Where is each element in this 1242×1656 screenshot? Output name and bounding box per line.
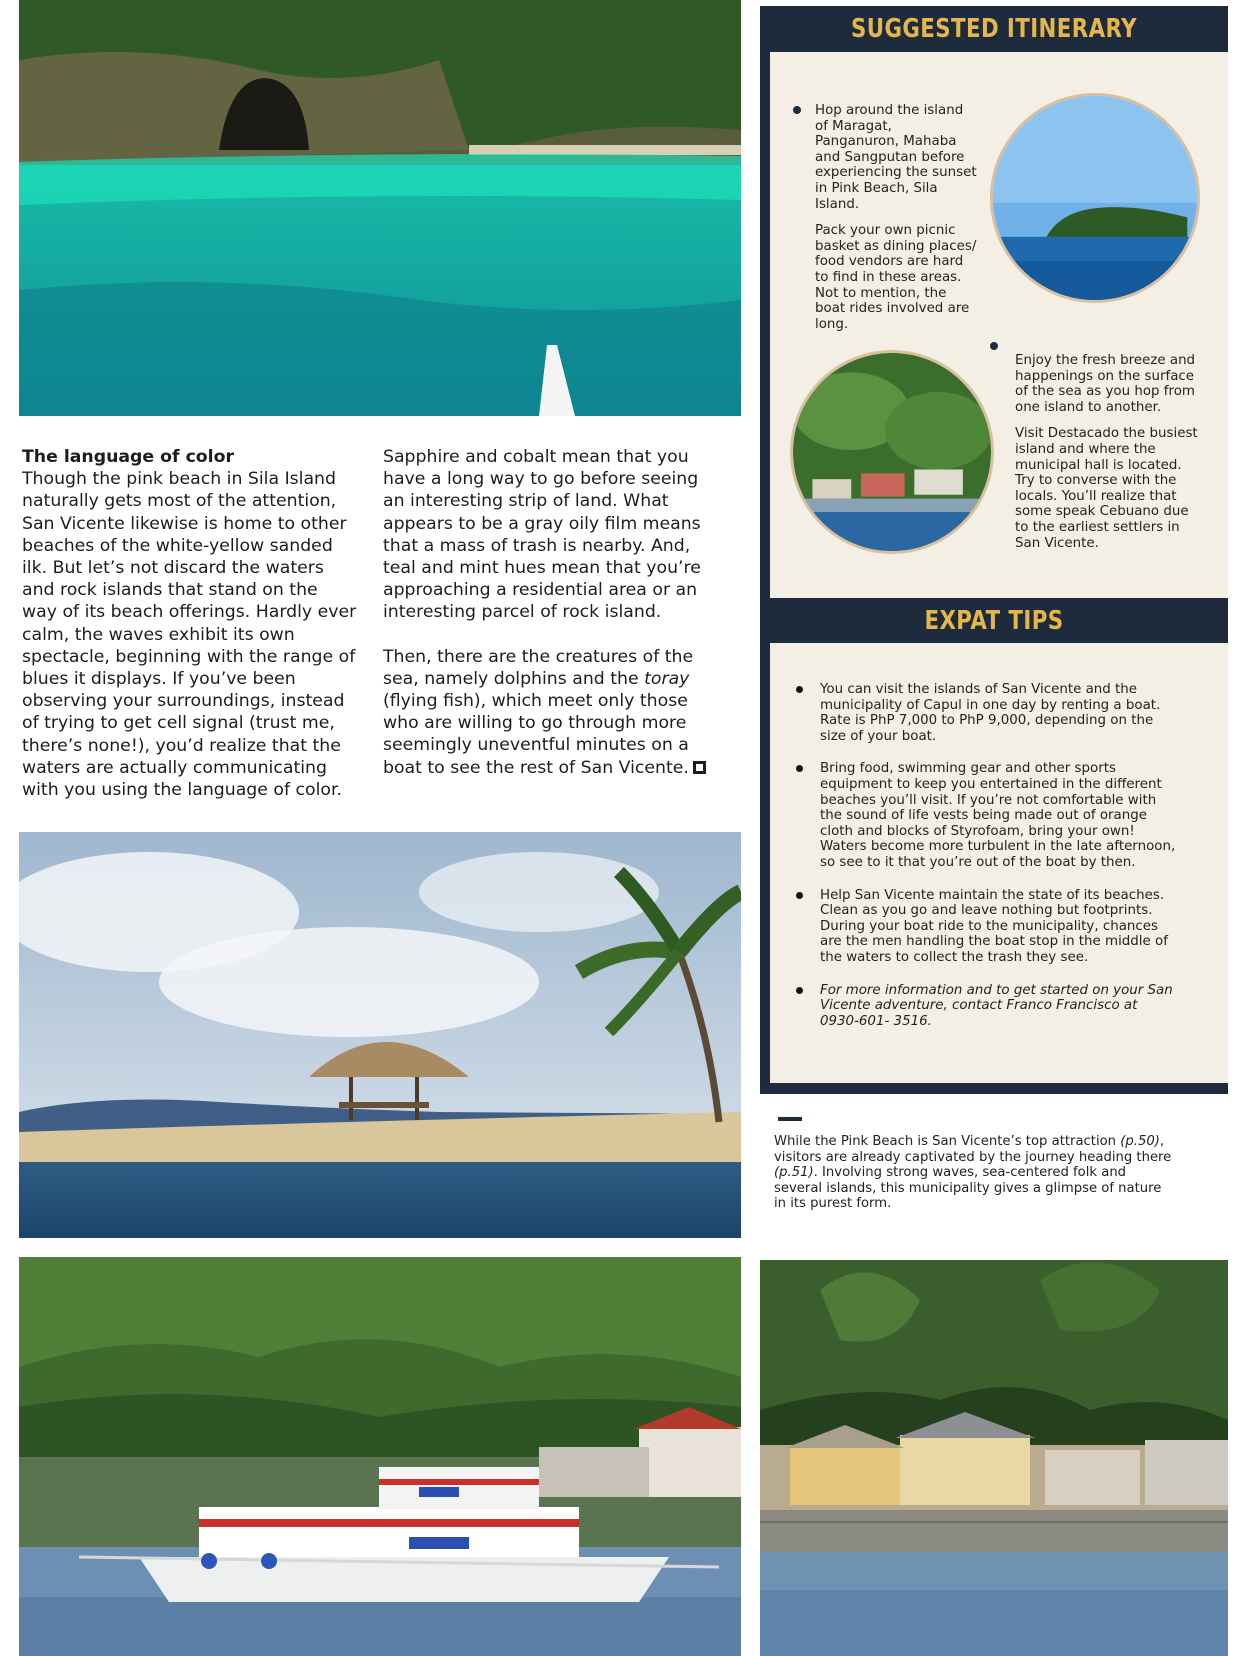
tip-item: You can visit the islands of San Vicente and the municipality of Capul in one day by renting a boat. Rate is PhP 7,000 to PhP 9,000, depending on the size of your boat. <box>820 682 1180 744</box>
photo-caption <box>774 1134 1174 1212</box>
itinerary-text: Enjoy the fresh breeze and happenings on the surface of the sea as you hop from one island to another. <box>1015 353 1196 415</box>
article-paragraph-2: Sapphire and cobalt mean that you have a long way to go before seeing an interesting strip of land. What appears to be a gray oily film means that a mass of trash is nearby. And, teal and mint hues mean that you’re approaching a residential area or an interesting parcel of rock island. <box>383 447 701 623</box>
photo-nipa-hut-sandbar <box>19 832 741 1238</box>
itinerary-text: Pack your own picnic basket as dining places/ food vendors are hard to find in these areas. Not to mention, the boat rides involved are long. <box>815 223 977 332</box>
article-column-2 <box>383 446 708 779</box>
photo-coastal-houses <box>760 1260 1228 1656</box>
caption-text: . Involving strong waves, sea-centered folk and several islands, this municipality gives a glimpse of nature in its purest form. <box>774 1165 1162 1212</box>
article-paragraph-3 <box>383 646 708 779</box>
article-italic-term: toray <box>644 668 690 689</box>
article-text: (flying fish), which meet only those who are willing to go through more seemingly uneventful minutes on a boat to see the rest of San Vicente. <box>383 691 689 778</box>
article-text: Then, there are the creatures of the sea, namely dolphins and the <box>383 646 694 689</box>
itinerary-bullet <box>793 106 801 114</box>
itinerary-item-2 <box>1015 353 1205 551</box>
photo-turquoise-cove <box>19 0 741 416</box>
itinerary-title: SUGGESTED ITINERARY <box>850 14 1138 44</box>
tips-title: EXPAT TIPS <box>924 606 1064 636</box>
article-heading: The language of color <box>22 447 234 467</box>
article-column-1 <box>22 446 357 801</box>
itinerary-bullet <box>990 342 998 350</box>
photo-ferry-boat <box>19 1257 741 1656</box>
tip-item: Bring food, swimming gear and other sports equipment to keep you entertained in the different beaches you’ll visit. If you’re not comfortable with the sound of life vests being made out of orange cloth and blocks of Styrofoam, bring your own! Waters become more turbulent in the late afternoon, so see to it that you’re out of the boat by then. <box>820 761 1180 870</box>
itinerary-text: Visit Destacado the busiest island and where the municipal hall is located. Try to converse with the locals. You’ll realize that some speak Cebuano due to the earliest settlers in San Vicente. <box>1015 426 1198 551</box>
photo-island-circle <box>990 93 1200 303</box>
itinerary-text: Hop around the island of Maragat, Panganuron, Mahaba and Sangputan before experiencing the sunset in Pink Beach, Sila Island. <box>815 103 977 212</box>
tip-contact-item: For more information and to get started on your San Vicente adventure, contact Franco Francisco at 0930-601- 3516. <box>820 983 1180 1030</box>
tip-item: Help San Vicente maintain the state of its beaches. Clean as you go and leave nothing but footprints. During your boat ride to the municipality, chances are the men handling the boat stop in the middle of the waters to collect the trash they see. <box>820 888 1180 966</box>
itinerary-item-1 <box>815 103 980 332</box>
photo-village-circle <box>790 350 994 554</box>
caption-text: While the Pink Beach is San Vicente’s top attraction <box>774 1134 1121 1149</box>
tips-list <box>820 682 1180 1046</box>
caption-dash <box>778 1117 802 1121</box>
caption-text: , visitors are already captivated by the journey heading there <box>774 1134 1172 1165</box>
caption-page-ref: (p.51) <box>774 1165 814 1181</box>
article-paragraph-1: Though the pink beach in Sila Island naturally gets most of the attention, San Vicente likewise is home to other beaches of the white-yellow sanded ilk. But let’s not discard the waters and rock islands that stand on the way of its beach offerings. Hardly ever calm, the waves exhibit its own spectacle, beginning with the range of blues it displays. If you’ve been observing your surroundings, instead of trying to get cell signal (trust me, there’s none!), you’d realize that the waters are actually communicating with you using the language of color. <box>22 469 357 801</box>
caption-page-ref: (p.50) <box>1120 1134 1160 1149</box>
end-of-article-icon <box>693 761 706 774</box>
